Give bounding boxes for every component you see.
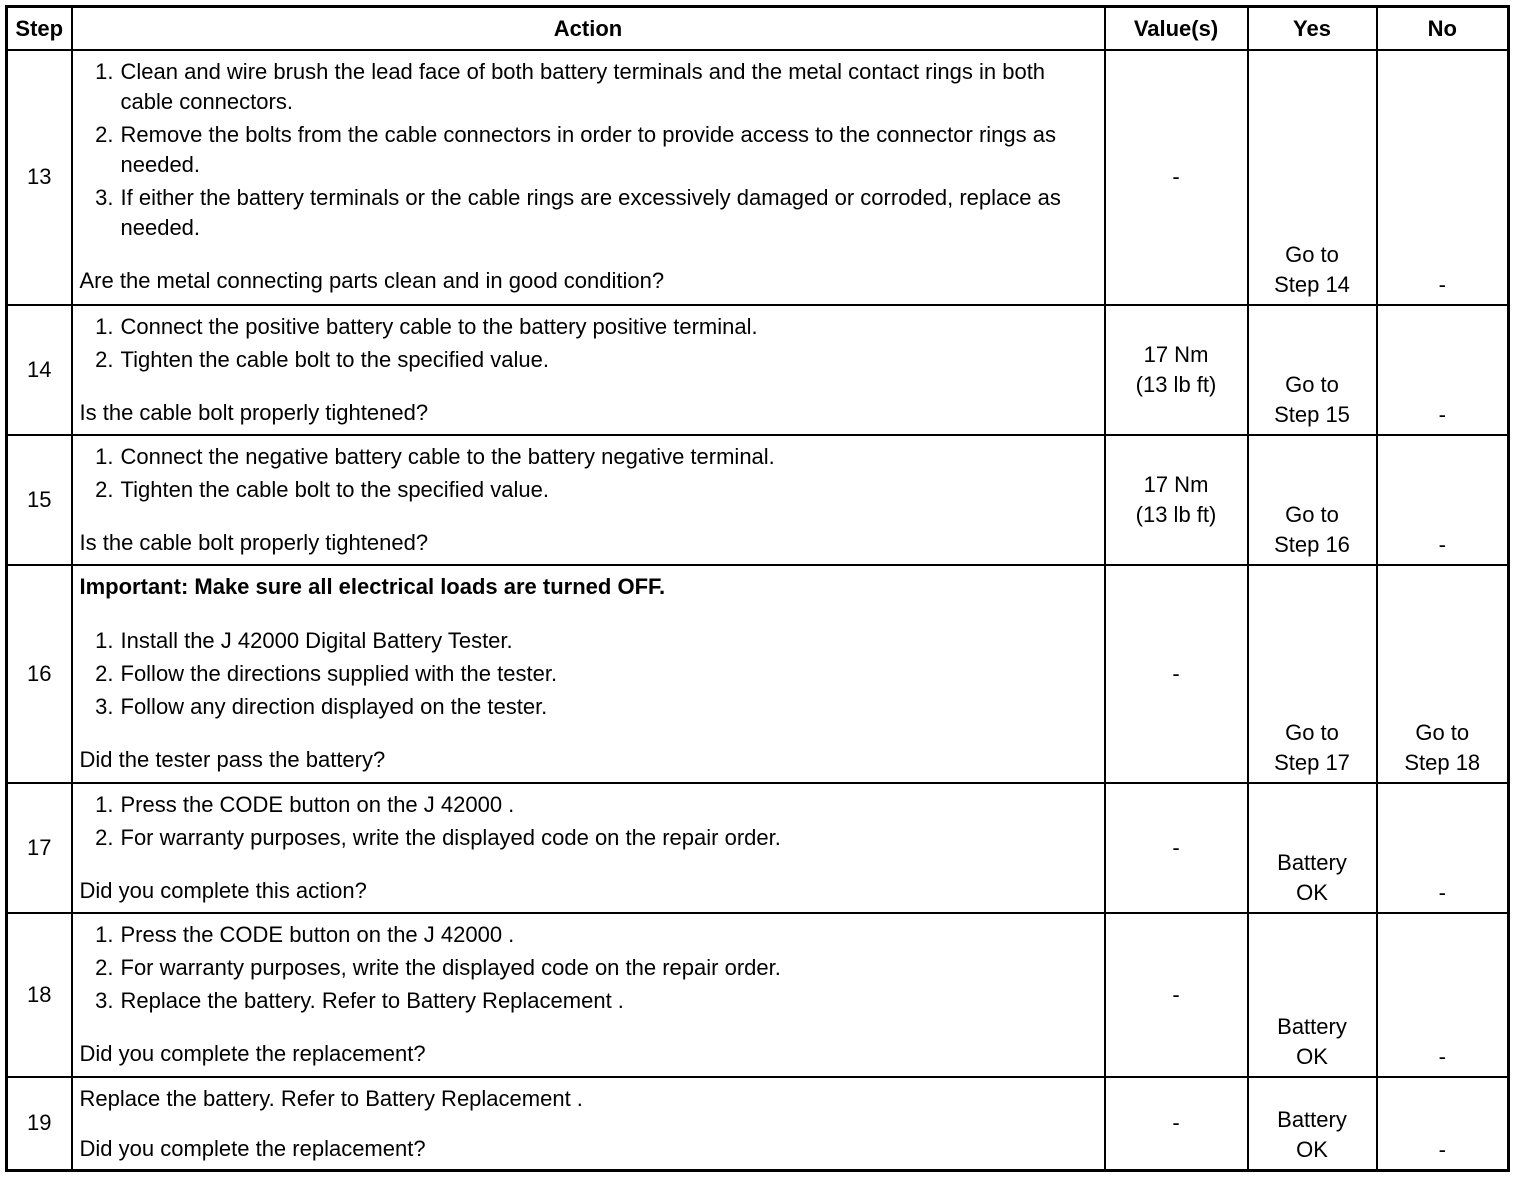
diagnostic-table [5,5,1510,1172]
important-note: Important: Make sure all electrical loads are turned OFF. [79,573,666,599]
yes-line: Go to [1285,501,1339,527]
action-step-item [80,183,1096,243]
action-question: Did you complete the replacement? [79,1041,426,1067]
value-cell [1105,565,1248,783]
action-steps-list [80,57,1096,243]
value-line: - [1172,981,1180,1007]
header-yes: Yes [1248,7,1377,51]
action-step-number: 1. [95,627,114,653]
yes-cell [1248,1077,1377,1171]
action-cell [72,50,1105,305]
yes-line: Battery [1277,850,1347,876]
no-line: - [1438,401,1446,427]
value-line: - [1172,164,1180,190]
action-step-item [80,953,1096,983]
action-steps-list [80,442,1096,505]
yes-line: Battery [1277,1013,1347,1039]
spacer [80,725,1096,745]
action-step-item [80,823,1096,853]
action-step-item [80,920,1096,950]
value-line: - [1172,835,1180,861]
value-line: - [1172,1110,1180,1136]
action-step-item [80,626,1096,656]
yes-cell [1248,565,1377,783]
action-step-text: Press the CODE button on the J 42000 . [120,922,515,948]
action-question: Is the cable bolt properly tightened? [79,529,429,555]
step-number: 17 [7,783,72,913]
no-cell [1377,913,1509,1076]
action-step-text: Install the J 42000 Digital Battery Tester. [120,627,513,653]
action-steps-list [80,920,1096,1016]
action-step-text: Clean and wire brush the lead face of both battery terminals and the metal contact rings in both cable connectors. [120,59,1046,114]
action-step-item [80,345,1096,375]
action-steps-list [80,790,1096,853]
action-step-number: 2. [95,122,114,147]
action-step-text: Follow the directions supplied with the tester. [120,660,558,686]
no-cell [1377,783,1509,913]
value-line: 17 Nm [1143,341,1209,367]
yes-line: Step 15 [1274,401,1350,427]
header-row [7,7,1509,51]
no-cell [1377,435,1509,565]
action-step-text: Connect the negative battery cable to the battery negative terminal. [120,443,775,469]
yes-line: OK [1296,1137,1328,1162]
yes-cell [1248,305,1377,435]
table-row [7,1077,1509,1171]
value-cell [1105,1077,1248,1171]
value-line: 17 Nm [1143,471,1209,497]
yes-line: Go to [1285,241,1339,267]
action-steps-list [80,312,1096,375]
table-row [7,305,1509,435]
no-line: Go to [1415,720,1470,746]
action-step-number: 2. [95,660,114,686]
action-step-text: Replace the battery. Refer to Battery Replacement . [120,988,624,1014]
value-cell [1105,50,1248,305]
action-cell [72,1077,1105,1171]
action-step-number: 1. [95,922,114,948]
action-cell [72,913,1105,1076]
table-row [7,50,1509,305]
spacer [80,856,1096,876]
table-row [7,913,1509,1076]
no-line: - [1438,531,1446,557]
no-line: - [1438,1043,1446,1069]
step-number: 16 [7,565,72,783]
value-cell [1105,913,1248,1076]
step-number: 18 [7,913,72,1076]
no-cell [1377,565,1509,783]
action-cell [72,565,1105,783]
no-line: - [1438,271,1446,297]
action-step-number: 2. [95,346,114,372]
step-number: 14 [7,305,72,435]
action-step-number: 2. [95,955,114,981]
value-cell [1105,783,1248,913]
yes-line: Go to [1285,720,1339,746]
action-question: Are the metal connecting parts clean and in good condition? [79,268,665,293]
step-number: 13 [7,50,72,305]
action-step-item [80,986,1096,1016]
action-step-item [80,120,1096,180]
action-cell [72,305,1105,435]
spacer [80,508,1096,528]
no-cell [1377,50,1509,305]
yes-line: Go to [1285,371,1339,397]
action-step-item [80,312,1096,342]
table-row [7,435,1509,565]
value-line: (13 lb ft) [1135,501,1217,527]
action-step-text: If either the battery terminals or the cable rings are excessively damaged or corroded, replace as needed. [120,185,1061,240]
no-line: - [1438,880,1446,906]
header-action: Action [72,7,1105,51]
action-step-number: 1. [95,59,114,84]
action-step-number: 2. [95,825,114,851]
action-step-number: 3. [95,185,114,210]
action-step-number: 1. [95,313,114,339]
yes-line: Step 16 [1274,531,1350,557]
value-line: (13 lb ft) [1135,371,1217,397]
action-step-text: Follow any direction displayed on the tester. [120,693,548,719]
action-step-number: 3. [95,988,114,1014]
table-row [7,565,1509,783]
action-step-number: 2. [95,476,114,502]
value-cell [1105,305,1248,435]
step-number: 19 [7,1077,72,1171]
action-cell [72,435,1105,565]
spacer [80,1114,1096,1134]
action-steps-list [80,626,1096,722]
action-question: Did you complete the replacement? [79,1135,426,1161]
header-values: Value(s) [1105,7,1248,51]
spacer [80,378,1096,398]
action-step-text: Tighten the cable bolt to the specified value. [120,346,549,372]
action-text: Replace the battery. Refer to Battery Replacement . [79,1085,583,1111]
action-question: Is the cable bolt properly tightened? [79,399,429,425]
spacer [80,246,1096,266]
action-step-number: 1. [95,792,114,818]
action-cell [72,783,1105,913]
no-cell [1377,1077,1509,1171]
header-step: Step [7,7,72,51]
header-no: No [1377,7,1509,51]
action-question: Did the tester pass the battery? [79,746,386,772]
action-step-item [80,790,1096,820]
action-step-number: 1. [95,443,114,469]
spacer [80,1019,1096,1039]
value-line: - [1172,660,1180,686]
action-question: Did you complete this action? [79,878,367,904]
yes-cell [1248,435,1377,565]
yes-line: Step 17 [1274,750,1350,776]
yes-cell [1248,783,1377,913]
no-cell [1377,305,1509,435]
action-step-text: For warranty purposes, write the displayed code on the repair order. [120,955,781,981]
action-step-text: Remove the bolts from the cable connectors in order to provide access to the connector rings as needed. [120,122,1056,177]
yes-line: OK [1296,1043,1328,1069]
table-row [7,783,1509,913]
action-step-text: Tighten the cable bolt to the specified value. [120,476,549,502]
action-step-text: Press the CODE button on the J 42000 . [120,792,515,818]
action-step-number: 3. [95,693,114,719]
no-line: - [1438,1137,1446,1162]
action-step-item [80,475,1096,505]
value-cell [1105,435,1248,565]
yes-line: Battery [1277,1107,1347,1132]
action-step-text: Connect the positive battery cable to the battery positive terminal. [120,313,758,339]
step-number: 15 [7,435,72,565]
action-step-item [80,442,1096,472]
action-step-text: For warranty purposes, write the displayed code on the repair order. [120,825,781,851]
action-step-item [80,692,1096,722]
yes-cell [1248,50,1377,305]
action-step-item [80,659,1096,689]
action-step-item [80,57,1096,117]
no-line: Step 18 [1404,750,1481,776]
yes-line: Step 14 [1274,271,1350,297]
table-body [7,50,1509,1171]
yes-line: OK [1296,880,1328,906]
yes-cell [1248,913,1377,1076]
